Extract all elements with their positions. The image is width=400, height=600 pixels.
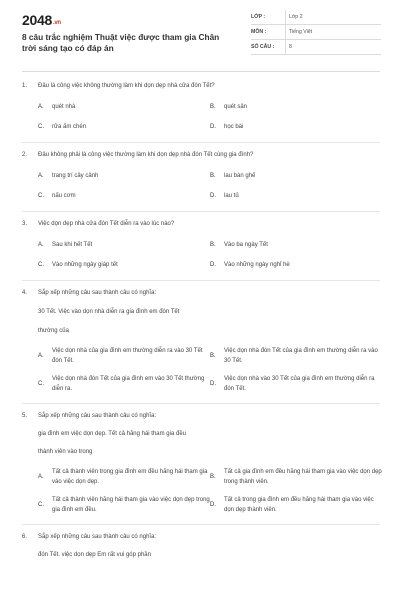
option-label: A. — [38, 104, 44, 110]
option-label: A. — [38, 473, 44, 480]
option-a[interactable] — [38, 103, 210, 112]
option-label: D. — [210, 380, 216, 387]
document-meta — [251, 10, 381, 55]
option-text: nấu cơm — [52, 193, 76, 199]
question-line — [22, 82, 380, 91]
option-b[interactable] — [210, 346, 382, 366]
option-d[interactable] — [210, 123, 382, 132]
meta-label: MÔN : — [251, 29, 267, 35]
option-text: quét sân — [224, 104, 248, 110]
option-label: D. — [210, 193, 216, 199]
option-label: A. — [38, 242, 44, 248]
question-line — [22, 533, 380, 542]
question-line — [22, 151, 380, 160]
logo-text: 2048 — [22, 12, 52, 28]
option-text: Việc dọn nhà của gia đình em thường diễn ra vào 30 Tết đón Tết. — [52, 348, 203, 364]
option-label: D. — [210, 124, 216, 130]
option-grid — [38, 103, 380, 132]
option-label: D. — [210, 262, 216, 268]
option-label: B. — [210, 473, 216, 480]
question-prompt: đón Tết. việc dọn dẹp Em rất vui góp phần — [38, 552, 151, 558]
question-text: Sắp xếp những câu sau thành câu có nghĩa: — [38, 534, 157, 540]
option-a[interactable] — [38, 346, 210, 366]
option-text: rửa ấm chén — [52, 124, 87, 130]
question-5 — [22, 404, 380, 515]
option-text: trang trí cây cảnh — [52, 173, 99, 179]
option-label: A. — [38, 352, 44, 359]
option-text: Sau khi hết Tết — [52, 242, 93, 248]
meta-value: Tiếng Việt — [285, 25, 381, 39]
question-6 — [22, 525, 380, 560]
question-number: 5. — [22, 413, 28, 419]
site-logo[interactable] — [22, 12, 61, 28]
option-d[interactable] — [210, 374, 382, 394]
option-text: Việc dọn nhà đón Tết của gia đình em thường diễn ra vào 30 Tết. — [224, 348, 378, 364]
option-a[interactable] — [38, 172, 210, 181]
option-label: B. — [210, 352, 216, 359]
option-text: quét nhà — [52, 104, 76, 110]
option-label: B. — [210, 104, 216, 110]
option-d[interactable] — [210, 192, 382, 201]
logo-suffix: .vn — [52, 20, 61, 26]
option-text: Tất cả gia đình em đều hăng hái tham gia vào việc dọn dẹp trong thành viên. — [224, 469, 382, 485]
option-c[interactable] — [38, 495, 210, 515]
header-divider — [22, 71, 380, 72]
meta-value: Lớp 2 — [285, 10, 381, 24]
option-d[interactable] — [210, 261, 382, 270]
option-label: C. — [38, 124, 44, 130]
question-prompt: gia đình em việc dọn dẹp. Tết cả hăng hái tham gia đều — [38, 431, 186, 437]
question-text: Đâu không phải là công việc thường làm khi dọn dẹp nhà đón Tết cùng gia đình? — [38, 152, 254, 158]
question-text: Sắp xếp những câu sau thành câu có nghĩa: — [38, 413, 157, 419]
meta-value: 8 — [285, 40, 381, 54]
option-label: C. — [38, 193, 44, 199]
meta-row-subject — [251, 25, 381, 40]
question-4 — [22, 281, 380, 394]
option-c[interactable] — [38, 192, 210, 201]
option-label: B. — [210, 173, 216, 179]
meta-row-count — [251, 40, 381, 55]
option-d[interactable] — [210, 495, 382, 515]
option-b[interactable] — [210, 103, 382, 112]
option-grid — [38, 467, 380, 515]
option-text: học bài — [224, 124, 244, 130]
option-grid — [38, 172, 380, 201]
option-b[interactable] — [210, 172, 382, 181]
question-text: Sắp xếp những câu sau thành câu có nghĩa: — [38, 290, 157, 296]
question-2 — [22, 143, 380, 201]
option-text: lau bàn ghế — [224, 173, 256, 179]
document-title: 8 câu trắc nghiệm Thuật việc được tham gia Chân trời sáng tạo có đáp án — [22, 32, 220, 53]
question-text: Đâu là công việc không thường làm khi dọn dẹp nhà cửa đón Tết? — [38, 83, 215, 89]
question-list — [0, 76, 400, 560]
option-text: Vào những ngày giáp tết — [52, 262, 118, 268]
question-number: 2. — [22, 152, 28, 158]
option-label: C. — [38, 380, 44, 387]
meta-label: LỚP : — [251, 14, 266, 20]
question-number: 1. — [22, 83, 28, 89]
option-text: Việc dọn nhà đón Tết của gia đình em vào 30 Tết thường diễn ra. — [52, 376, 205, 392]
question-number: 6. — [22, 534, 28, 540]
option-a[interactable] — [38, 241, 210, 250]
option-label: A. — [38, 173, 44, 179]
option-label: C. — [38, 501, 44, 508]
option-grid — [38, 346, 380, 394]
option-label: C. — [38, 262, 44, 268]
question-line — [22, 412, 380, 421]
meta-row-class — [251, 10, 381, 25]
question-number: 4. — [22, 290, 28, 296]
option-b[interactable] — [210, 467, 382, 487]
question-line — [22, 289, 380, 298]
option-text: Tất cả trong gia đình em đều hăng hái tham gia vào việc dọn dẹp thành viên. — [224, 497, 374, 513]
option-text: Việc dọn nhà vào 30 Tết của gia đình em thường diễn ra đón Tết. — [224, 376, 375, 392]
question-text: Việc dọn dẹp nhà cửa đón Tết diễn ra vào lúc nào? — [38, 221, 175, 227]
question-number: 3. — [22, 221, 28, 227]
question-prompt: thường của — [38, 328, 69, 334]
option-text: lau tủ — [224, 193, 239, 199]
question-prompt: thành viên vào trong — [38, 449, 93, 455]
option-c[interactable] — [38, 261, 210, 270]
question-line — [22, 220, 380, 229]
question-1 — [22, 76, 380, 132]
question-prompt: 30 Tết. Việc vào dọn nhà diễn ra gia đình em đón Tết — [38, 309, 180, 315]
option-c[interactable] — [38, 374, 210, 394]
option-a[interactable] — [38, 467, 210, 487]
option-text: Tất cả thành viên hăng hái tham gia vào việc dọn dẹp trong gia đình em đều. — [52, 497, 210, 513]
page-header — [0, 0, 400, 68]
question-3 — [22, 212, 380, 270]
option-text: Vào ba ngày Tết — [224, 242, 268, 248]
option-label: D. — [210, 501, 216, 508]
option-label: B. — [210, 242, 216, 248]
option-c[interactable] — [38, 123, 210, 132]
option-text: Tất cả thành viên trong gia đình em đều hăng hái tham gia vào việc dọn dẹp. — [52, 469, 208, 485]
option-b[interactable] — [210, 241, 382, 250]
option-grid — [38, 241, 380, 270]
option-text: Vào những ngày nghỉ hè — [224, 262, 290, 268]
meta-label: SỐ CÂU : — [251, 44, 275, 50]
